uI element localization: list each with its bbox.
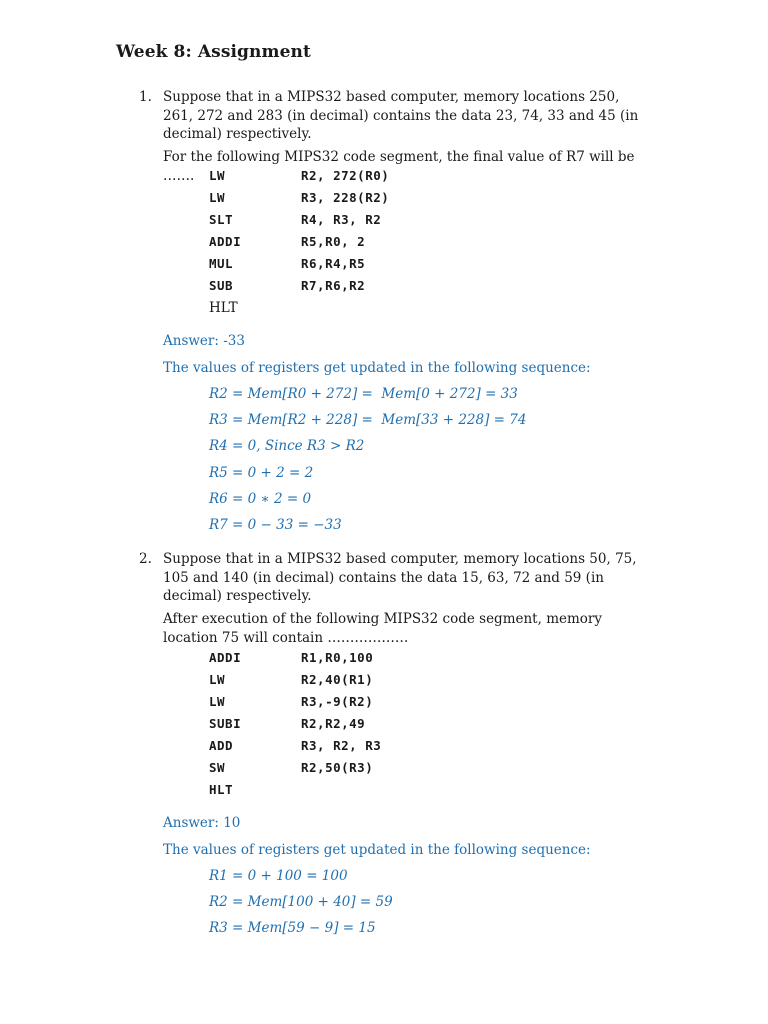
operands: R1,R0,100 bbox=[301, 650, 374, 665]
opcode: SUBI bbox=[209, 716, 242, 731]
equation: R1 = 0 + 100 = 100 bbox=[209, 868, 348, 884]
question-prompt: After execution of the following MIPS32 code segment, memory location 75 will contain ……………… bbox=[163, 611, 602, 646]
operands: R3, 228(R2) bbox=[301, 190, 390, 205]
page-title: Week 8: Assignment bbox=[116, 42, 311, 62]
code-line bbox=[209, 212, 509, 234]
operands: R4, R3, R2 bbox=[301, 212, 382, 227]
operands: R6,R4,R5 bbox=[301, 256, 366, 271]
operands: R2, 272(R0) bbox=[301, 168, 390, 183]
opcode: ADDI bbox=[209, 650, 242, 665]
code-line bbox=[209, 650, 509, 672]
opcode: HLT bbox=[209, 300, 238, 316]
opcode: LW bbox=[209, 168, 226, 183]
equation: R3 = Mem[R2 + 228] = Mem[33 + 228] = 74 bbox=[209, 412, 527, 428]
operands: R7,R6,R2 bbox=[301, 278, 366, 293]
sequence-heading: The values of registers get updated in the following sequence: bbox=[163, 842, 591, 858]
equation: R2 = Mem[R0 + 272] = Mem[0 + 272] = 33 bbox=[209, 386, 518, 402]
sequence-heading: The values of registers get updated in the following sequence: bbox=[163, 360, 591, 376]
opcode: SUB bbox=[209, 278, 234, 293]
operands: R2,50(R3) bbox=[301, 760, 374, 775]
opcode: MUL bbox=[209, 256, 234, 271]
code-line bbox=[209, 760, 509, 782]
code-line bbox=[209, 672, 509, 694]
opcode: ADDI bbox=[209, 234, 242, 249]
opcode: SW bbox=[209, 760, 226, 775]
code-line bbox=[209, 694, 509, 716]
question-number: 1. bbox=[139, 89, 152, 105]
equation: R3 = Mem[59 − 9] = 15 bbox=[209, 920, 376, 936]
opcode: SLT bbox=[209, 212, 234, 227]
answer-text: Answer: 10 bbox=[163, 815, 241, 831]
equation: R6 = 0 ∗ 2 = 0 bbox=[209, 491, 312, 507]
code-block bbox=[209, 168, 509, 322]
operands: R5,R0, 2 bbox=[301, 234, 366, 249]
equation: R5 = 0 + 2 = 2 bbox=[209, 465, 314, 481]
code-line bbox=[209, 300, 509, 322]
operands: R2,40(R1) bbox=[301, 672, 374, 687]
answer-text: Answer: -33 bbox=[163, 333, 245, 349]
question-text: Suppose that in a MIPS32 based computer, memory locations 50, 75, 105 and 140 (in decimal) contains the data 15, 63, 72 and 59 (in decimal) respectively. bbox=[163, 551, 637, 604]
operands: R3, R2, R3 bbox=[301, 738, 382, 753]
operands: R2,R2,49 bbox=[301, 716, 366, 731]
code-line bbox=[209, 190, 509, 212]
equation: R2 = Mem[100 + 40] = 59 bbox=[209, 894, 393, 910]
code-block bbox=[209, 650, 509, 804]
opcode: LW bbox=[209, 694, 226, 709]
code-line bbox=[209, 256, 509, 278]
question-text: Suppose that in a MIPS32 based computer, memory locations 250, 261, 272 and 283 (in decimal) contains the data 23, 74, 33 and 45 (in decimal) respectively. bbox=[163, 89, 639, 142]
code-line bbox=[209, 234, 509, 256]
equation: R4 = 0, Since R3 > R2 bbox=[209, 438, 365, 454]
code-line bbox=[209, 168, 509, 190]
code-line bbox=[209, 782, 509, 804]
equation: R7 = 0 − 33 = −33 bbox=[209, 517, 342, 533]
code-line bbox=[209, 278, 509, 300]
code-line bbox=[209, 738, 509, 760]
code-line bbox=[209, 716, 509, 738]
opcode: HLT bbox=[209, 782, 234, 797]
opcode: ADD bbox=[209, 738, 234, 753]
opcode: LW bbox=[209, 672, 226, 687]
opcode: LW bbox=[209, 190, 226, 205]
question-number: 2. bbox=[139, 551, 152, 567]
operands: R3,-9(R2) bbox=[301, 694, 374, 709]
question-prompt: For the following MIPS32 code segment, the final value of R7 will be ……. bbox=[163, 149, 635, 184]
